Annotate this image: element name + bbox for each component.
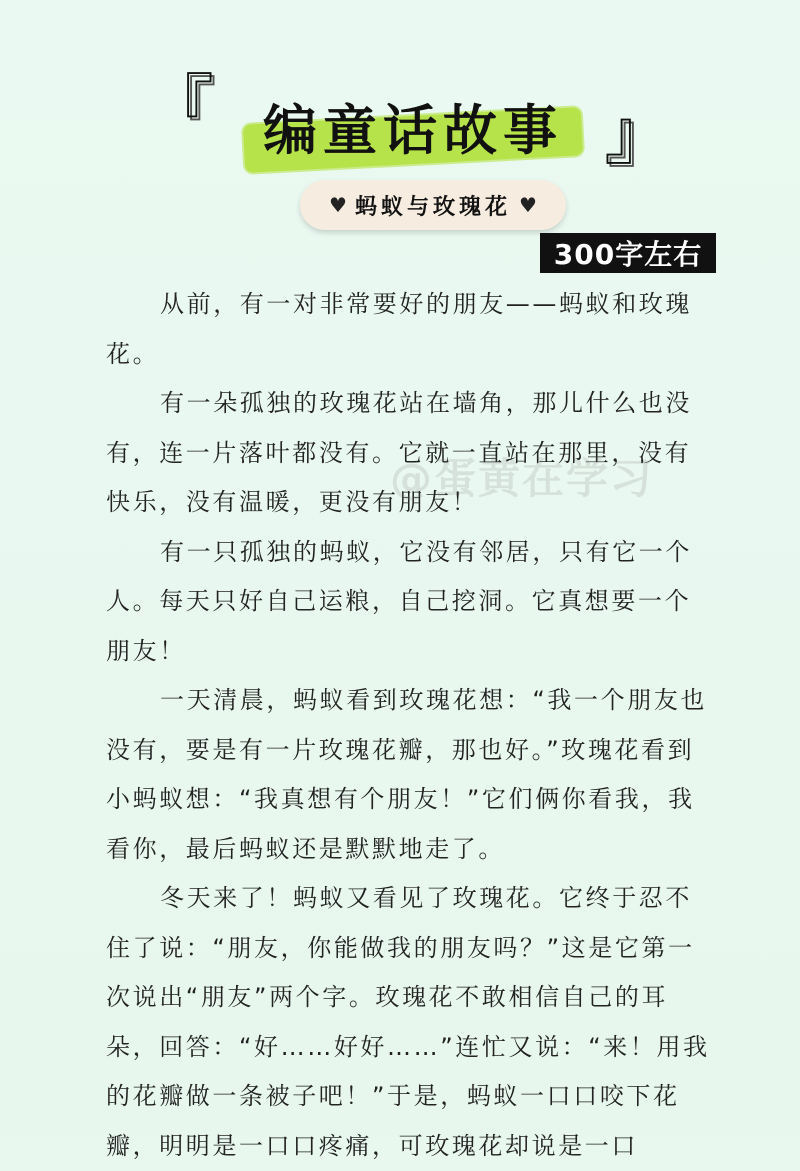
page-title: 编童话故事: [263, 98, 563, 162]
story-paragraph: 一天清晨，蚂蚁看到玫瑰花想：“我一个朋友也没有，要是有一片玫瑰花瓣，那也好。”玫瑰花看到小蚂蚁想：“我真想有个朋友！”它们俩你看我，我看你，最后蚂蚁还是默默地走了。: [106, 686, 708, 863]
heart-icon: ♥: [329, 193, 347, 217]
story-body: [106, 280, 716, 1171]
heart-icon: ♥: [519, 193, 537, 217]
watermark: @蛋黄在学习: [390, 454, 655, 503]
story-paragraph: 从前，有一对非常要好的朋友——蚂蚁和玫瑰花。: [106, 290, 692, 368]
story-paragraph: 有一朵孤独的玫瑰花站在墙角，那儿什么也没有，连一片落叶都没有。它就一直站在那里，没有快乐，没有温暖，更没有朋友！: [106, 389, 692, 516]
subtitle-text: 蚂蚁与玫瑰花: [354, 193, 511, 220]
right-bracket-icon: 』: [603, 96, 672, 175]
story-paragraph: 有一只孤独的蚂蚁，它没有邻居，只有它一个人。每天只好自己运粮，自己挖洞。它真想要一个朋友！: [106, 537, 692, 665]
word-count-badge: 300字左右: [540, 233, 716, 273]
subtitle-pill: [300, 180, 566, 230]
story-paragraph: 冬天来了！蚂蚁又看见了玫瑰花。它终于忍不住了说：“朋友，你能做我的朋友吗？”这是它第一次说出“朋友”两个字。玫瑰花不敢相信自己的耳朵，回答：“好……好好……”连忙又说：“来！用我的花瓣做一条被子吧！”于是，蚂蚁一口口咬下花瓣，明明是一口口疼痛，可玫瑰花却说是一口: [106, 884, 710, 1160]
left-bracket-icon: 『: [146, 68, 215, 147]
title-area: [0, 68, 800, 184]
